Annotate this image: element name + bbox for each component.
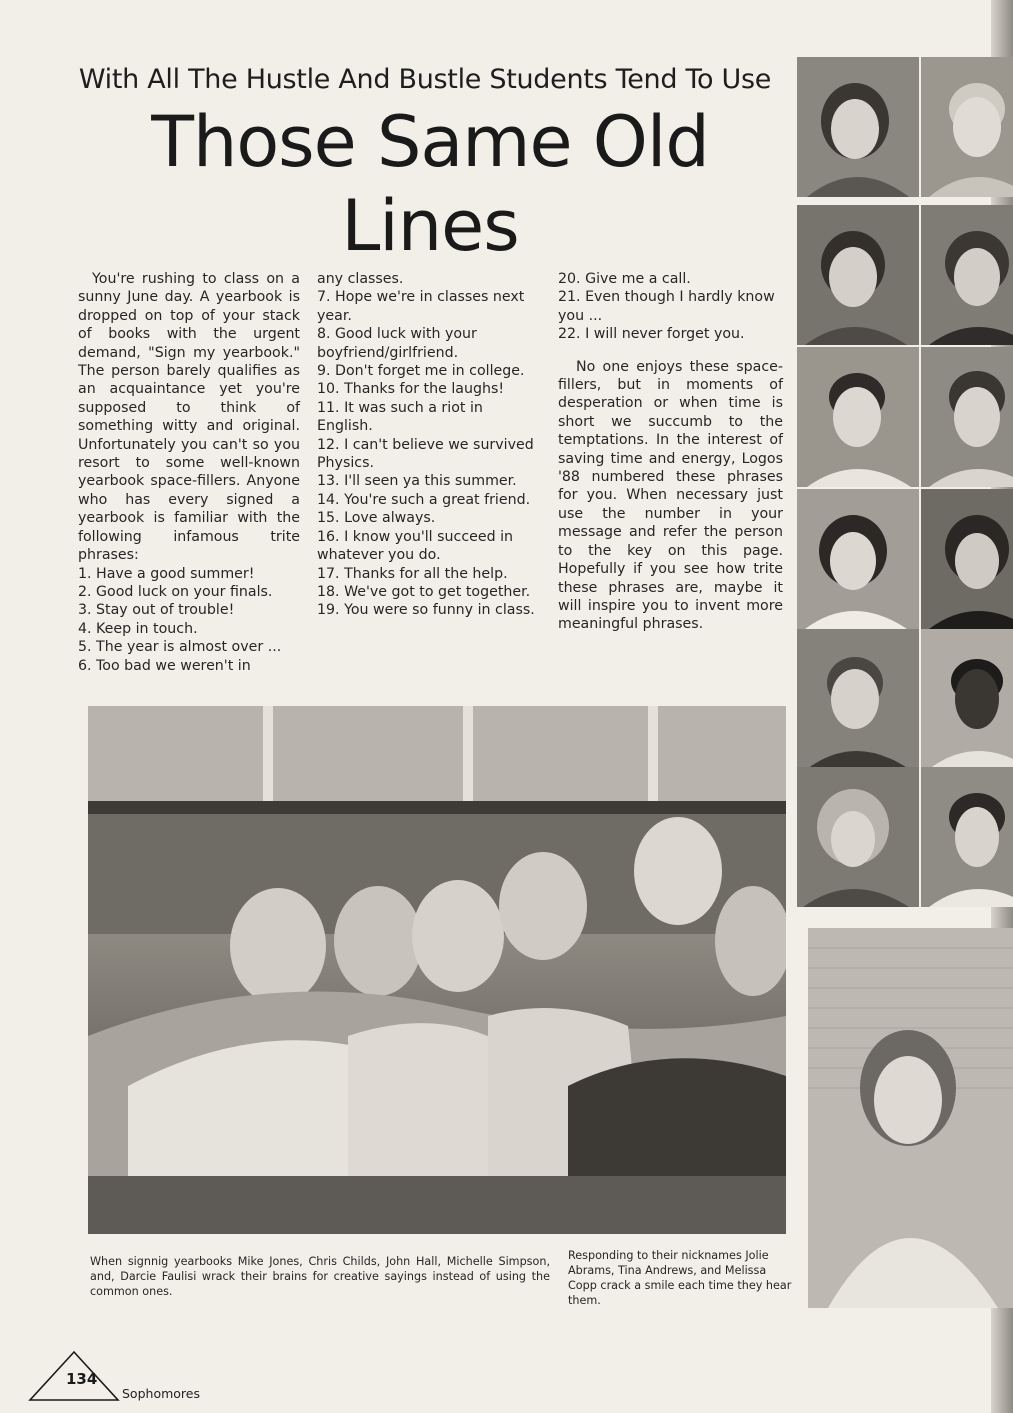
phrase-item: 20. Give me a call. (558, 271, 691, 287)
phrase-item: 11. It was such a riot in English. (317, 399, 483, 435)
section-label: Sophomores (122, 1386, 200, 1401)
phrase-item: 4. Keep in touch. (78, 620, 198, 637)
portrait-photo (921, 489, 1013, 629)
article-kicker: With All The Hustle And Bustle Students Tend To Use (78, 64, 772, 95)
phrase-item: 17. Thanks for all the help. (317, 565, 508, 582)
phrase-item: 9. Don't forget me in college. (317, 363, 525, 380)
intro-paragraph: You're rushing to class on a sunny June day. A yearbook is dropped on top of your stack of books with the urgent demand, "Sign my yearbook." The person barely qualifies as an acquaintance yet you're supposed to think of something witty and original. Unfortunately you can't so you resort to some well-known yearbook space-fillers. Anyone who has every signed a yearbook is familiar with the following infamous trite phrases: (78, 271, 300, 564)
phrase-item: 14. You're such a great friend. (317, 491, 531, 508)
phrase-item: any classes. (317, 271, 404, 287)
phrase-item: 6. Too bad we weren't in (78, 657, 251, 674)
portrait-photo (797, 767, 919, 907)
phrase-item: 21. Even though I hardly know you ... (558, 289, 775, 324)
side-photo (808, 928, 1013, 1308)
text-column-3 (558, 270, 783, 634)
phrase-item: 3. Stay out of trouble! (78, 602, 235, 619)
portrait-photo (797, 629, 919, 769)
phrase-list-1 (78, 565, 300, 675)
text-column-1 (78, 270, 300, 675)
phrase-item: 18. We've got to get together. (317, 583, 531, 600)
phrase-item: 10. Thanks for the laughs! (317, 381, 505, 398)
phrase-item: 8. Good luck with your boyfriend/girlfriend. (317, 326, 477, 361)
phrase-item: 1. Have a good summer! (78, 565, 255, 582)
portrait-photo (921, 767, 1013, 907)
closing-paragraph: No one enjoys these space-fillers, but in moments of desperation or when time is short we succumb to the temptations. In the interest of saving time and energy, Logos '88 numbered these phrases for you. When necessary just use the number in your message and refer the person to the key on this page. Hopefully if you see how trite these phrases are, maybe it will inspire you to invent more meaningful phrases. (558, 358, 783, 633)
phrase-item: 19. You were so funny in class. (317, 602, 535, 619)
portrait-photo (921, 629, 1013, 769)
text-column-2 (317, 270, 540, 620)
phrase-item: 7. Hope we're in classes next year. (317, 289, 525, 324)
side-photo-caption: Responding to their nicknames Jolie Abrams, Tina Andrews, and Melissa Copp crack a smile each time they hear them. (568, 1249, 792, 1307)
group-photo-caption: When signnig yearbooks Mike Jones, Chris Childs, John Hall, Michelle Simpson, and, Darcie Faulisi wrack their brains for creative sayings instead of using the common ones. (90, 1255, 550, 1298)
group-photo (88, 706, 786, 1234)
portrait-photo (797, 489, 919, 629)
phrase-item: 16. I know you'll succeed in whatever you do. (317, 528, 514, 564)
portrait-photo (797, 205, 919, 345)
phrase-item: 5. The year is almost over ... (78, 639, 282, 656)
phrase-item: 13. I'll seen ya this summer. (317, 473, 517, 490)
portrait-photo (921, 347, 1013, 487)
phrase-item: 15. Love always. (317, 510, 436, 527)
portrait-photo (921, 205, 1013, 345)
phrase-item: 12. I can't believe we survived Physics. (317, 436, 534, 472)
page-number: 134 (66, 1370, 98, 1388)
portrait-photo (921, 57, 1013, 197)
portrait-photo (797, 57, 919, 197)
phrase-item: 22. I will never forget you. (558, 326, 745, 343)
article-headline: Those Same Old Lines (151, 101, 709, 267)
paragraph-gap (558, 344, 783, 358)
phrase-item: 2. Good luck on your finals. (78, 583, 273, 600)
portrait-photo (797, 347, 919, 487)
